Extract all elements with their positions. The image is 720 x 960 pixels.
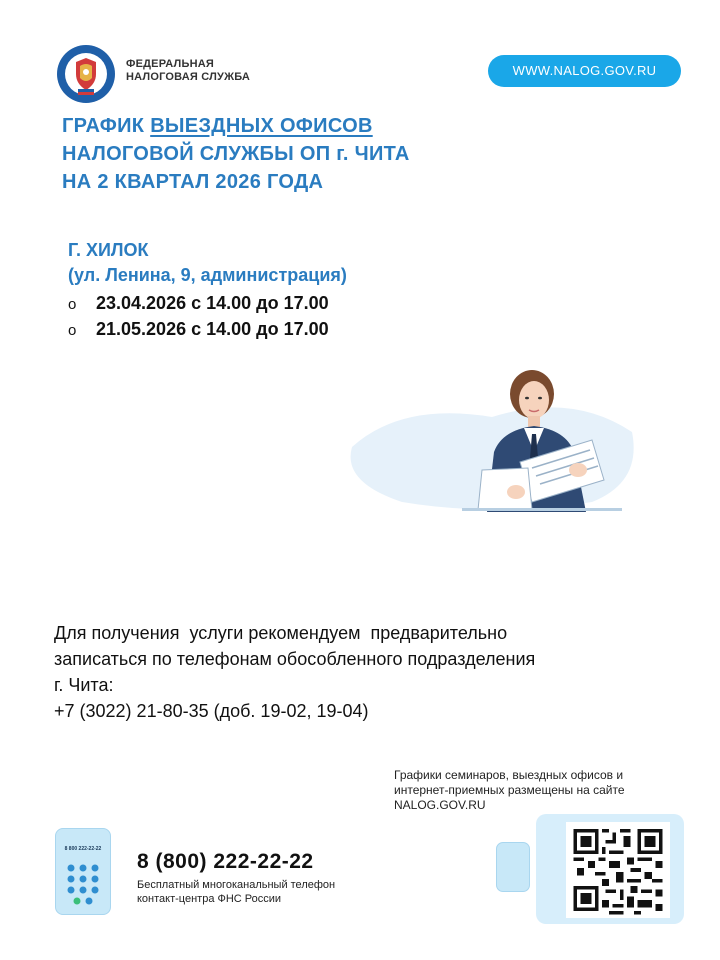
schedule-text: 21.05.2026 с 14.00 до 17.00 xyxy=(96,319,329,339)
hotline-desc-line2: контакт-центра ФНС России xyxy=(137,893,282,905)
bullet-icon: o xyxy=(68,322,77,339)
phone-bubble-icon xyxy=(496,842,530,892)
phone-screen-text: 8 800 222-22-22 xyxy=(64,846,102,852)
note-line1: Графики семинаров, выездных офисов и xyxy=(394,768,624,782)
hotline-desc-line1: Бесплатный многоканальный телефон xyxy=(137,879,336,891)
hotline-description xyxy=(137,878,335,906)
info-text xyxy=(54,620,654,724)
logo-line2: НАЛОГОВАЯ СЛУЖБА xyxy=(126,71,251,83)
title-prefix: ГРАФИК xyxy=(62,115,151,137)
footer-note xyxy=(394,768,684,813)
hotline-number[interactable]: 8 (800) 222-22-22 xyxy=(137,850,314,873)
info-line3: г. Чита: xyxy=(54,675,114,695)
location-block xyxy=(68,238,347,288)
schedule-item xyxy=(68,317,329,343)
info-phone: +7 (3022) 21-80-35 (доб. 19-02, 19-04) xyxy=(54,701,369,721)
logo-line1: ФЕДЕРАЛЬНАЯ xyxy=(126,58,214,70)
title-line1 xyxy=(62,112,410,140)
info-line1: Для получения услуги рекомендуем предварительно xyxy=(54,623,508,643)
schedule-item xyxy=(68,291,329,317)
note-line3: NALOG.GOV.RU xyxy=(394,798,486,812)
schedule-text: 23.04.2026 с 14.00 до 17.00 xyxy=(96,293,329,313)
title-line2: НАЛОГОВОЙ СЛУЖБЫ ОП г. ЧИТА xyxy=(62,143,410,165)
phone-keypad-icon xyxy=(55,828,111,915)
logo-text xyxy=(126,58,250,84)
fns-emblem-icon xyxy=(56,44,116,104)
info-line2: записаться по телефонам обособленного подразделения xyxy=(54,649,536,669)
location-city: Г. ХИЛОК xyxy=(68,240,149,260)
bullet-icon: o xyxy=(68,296,77,313)
website-button[interactable]: WWW.NALOG.GOV.RU xyxy=(488,55,681,87)
note-line2: интернет-приемных размещены на сайте xyxy=(394,783,625,797)
page-title xyxy=(62,112,410,196)
officer-illustration xyxy=(342,362,642,522)
qr-code-icon[interactable] xyxy=(566,822,670,918)
title-line3: НА 2 КВАРТАЛ 2026 ГОДА xyxy=(62,171,324,193)
location-address: (ул. Ленина, 9, администрация) xyxy=(68,265,347,285)
title-underlined: ВЫЕЗДНЫХ ОФИСОВ xyxy=(150,115,373,137)
